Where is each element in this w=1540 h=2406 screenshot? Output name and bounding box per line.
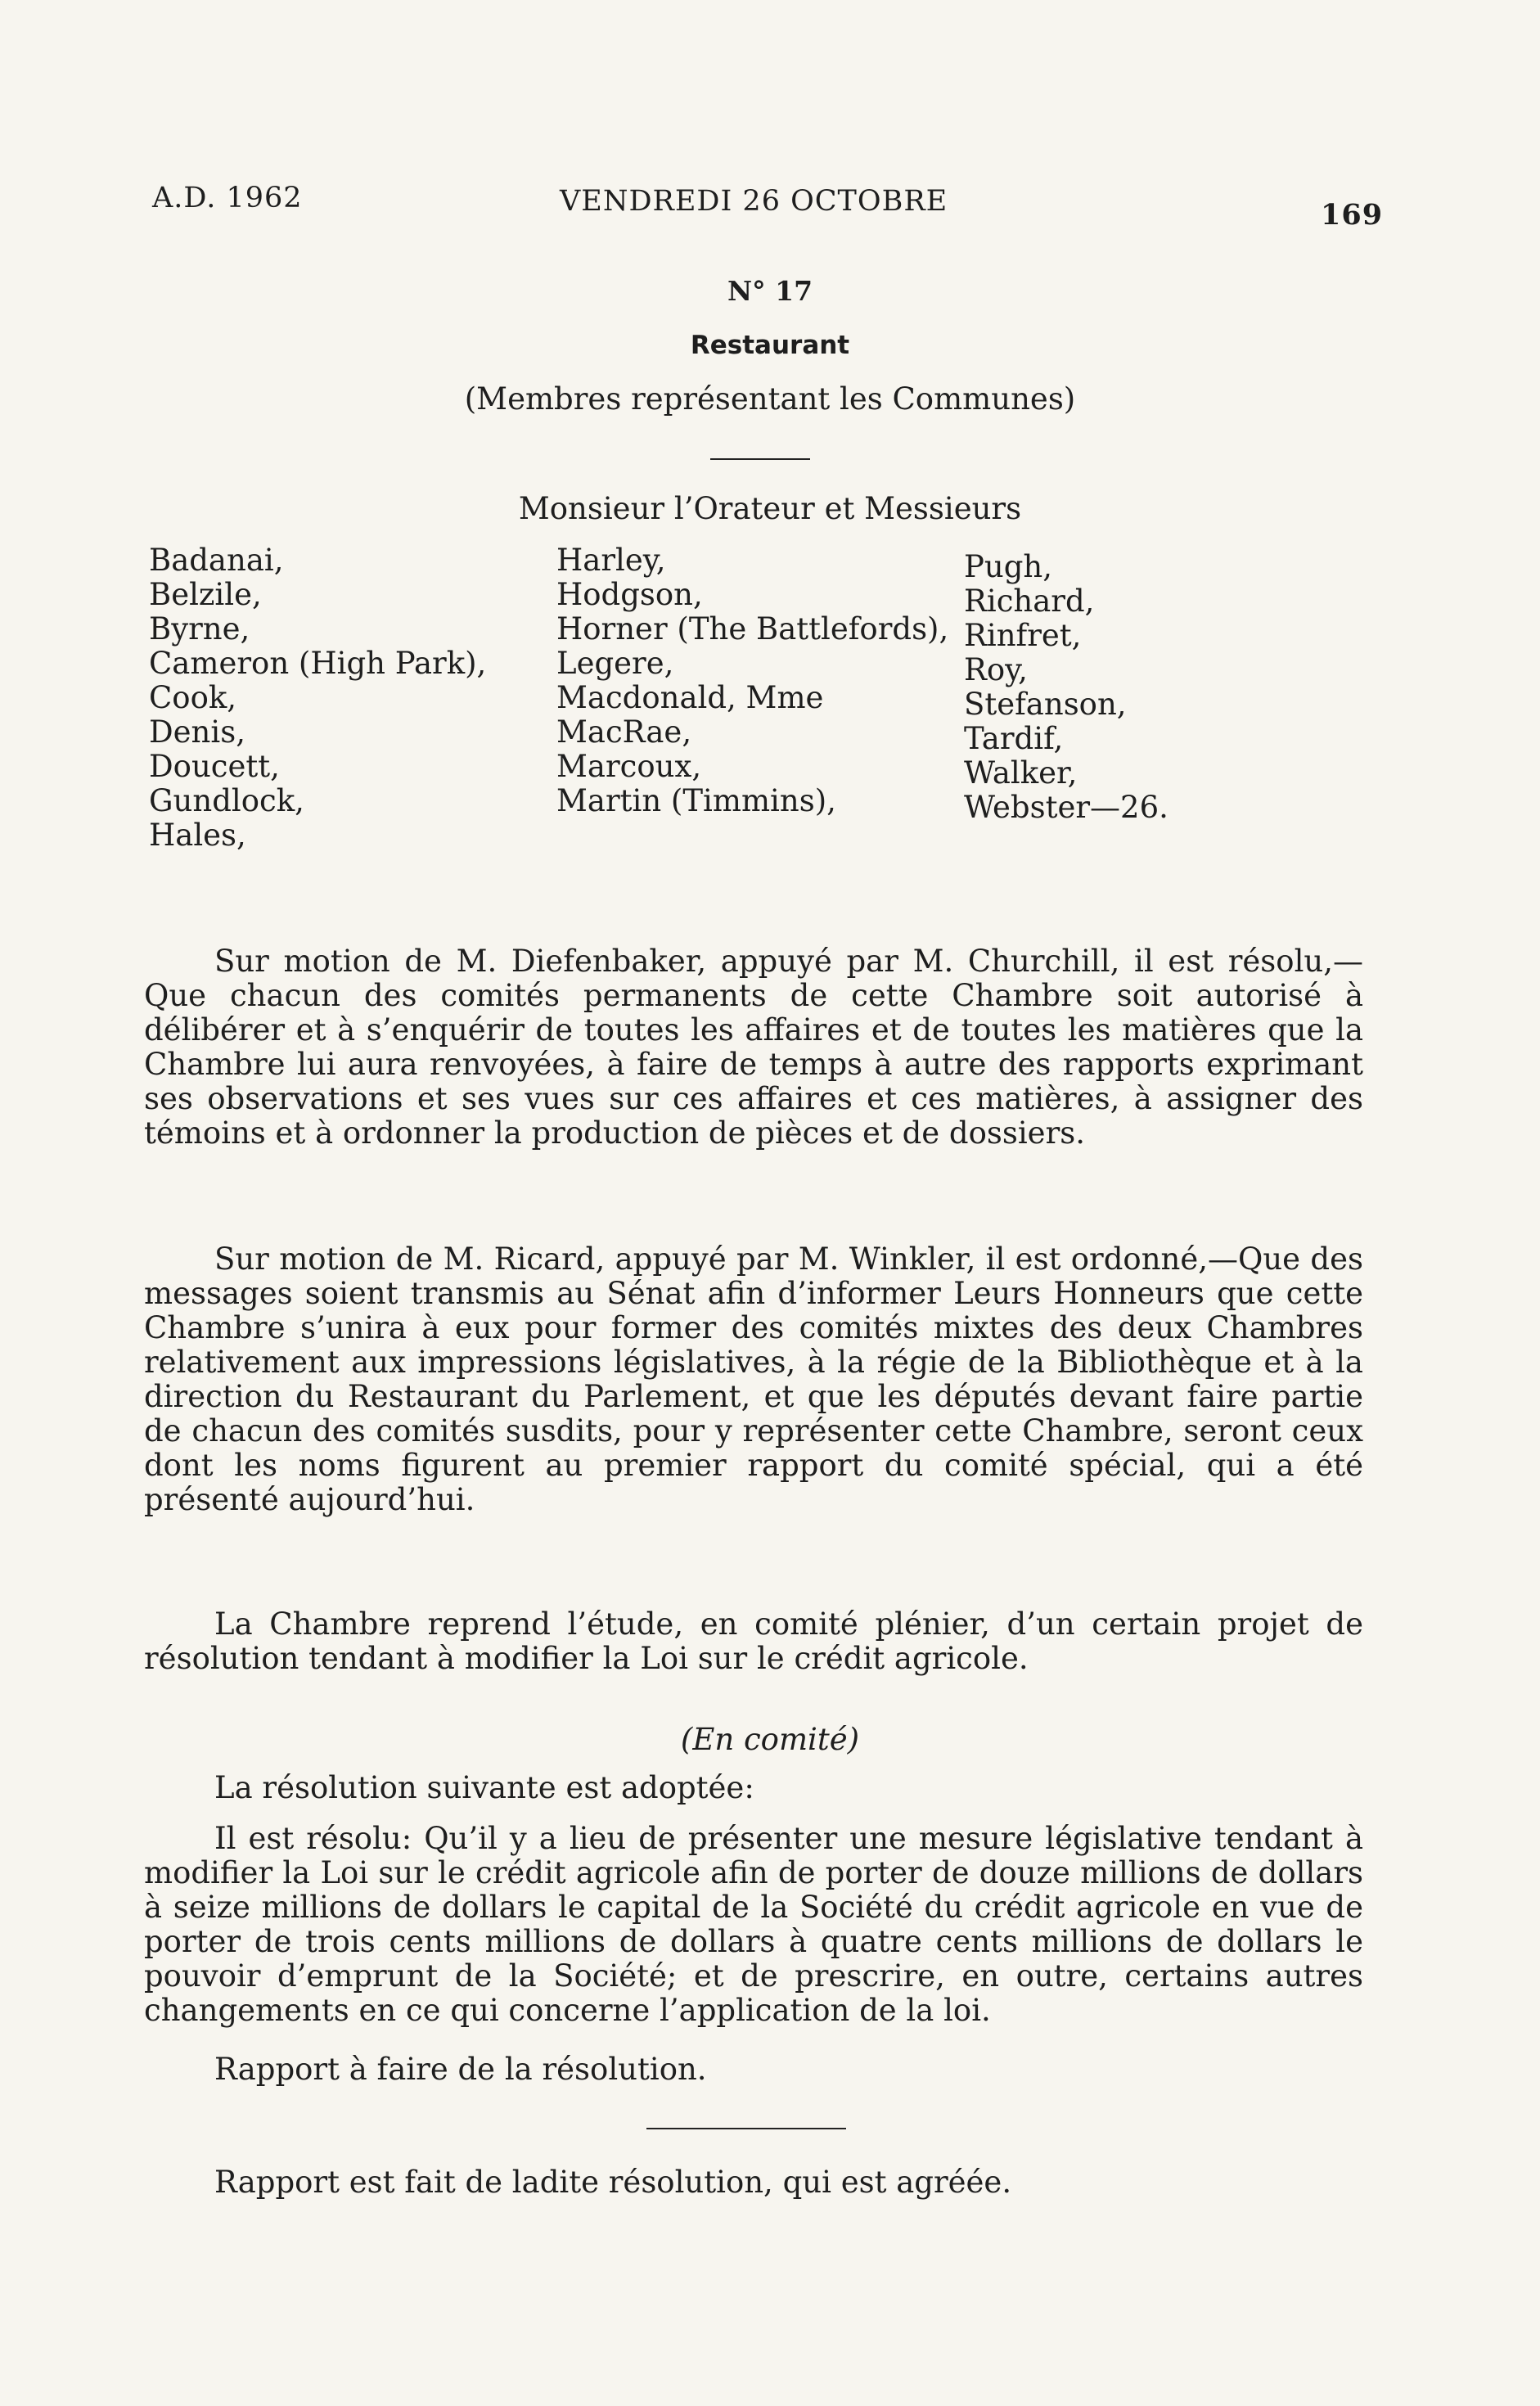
member-name: Marcoux, xyxy=(556,749,702,784)
divider xyxy=(710,458,810,460)
member-name: Horner (The Battlefords), xyxy=(556,611,949,647)
divider xyxy=(646,2128,846,2129)
member-name: Martin (Timmins), xyxy=(556,783,836,818)
member-name: Belzile, xyxy=(149,577,262,612)
study-text: La Chambre reprend l’étude, en comité plénier, d’un certain projet de résolution tendant à modifier la Loi sur le crédit agricole. xyxy=(144,1606,1363,1676)
members-column-3 xyxy=(964,550,1169,825)
member-name: Walker, xyxy=(964,755,1078,791)
committee-subtitle: (Membres représentant les Communes) xyxy=(464,381,1076,417)
member-name: Gundlock, xyxy=(149,783,304,818)
adopted-paragraph xyxy=(144,1771,1363,1805)
member-name: Cameron (High Park), xyxy=(149,646,487,681)
member-name: Doucett, xyxy=(149,749,280,784)
members-column-1 xyxy=(149,543,486,853)
adopted-text: La résolution suivante est adoptée: xyxy=(214,1770,754,1805)
member-name: MacRae, xyxy=(556,714,692,750)
member-name: Pugh, xyxy=(964,549,1053,584)
member-name: Roy, xyxy=(964,652,1028,687)
motion-text: Sur motion de M. Ricard, appuyé par M. Winkler, il est ordonné,—Que des messages soient transmis au Sénat afin d’informer Leurs Honneurs que cette Chambre s’unira à eux pour former des comités mixtes des deux Chambres relativement aux impressions législatives, à la régie de la Bibliothèque et à la direction du Restaurant du Parlement, et que les députés devant faire partie de chacun des comités susdits, pour y représenter cette Chambre, seront ceux dont les noms figurent au premier rapport du comité spécial, qui a été présenté aujourd’hui. xyxy=(144,1241,1363,1517)
member-name: Denis, xyxy=(149,714,245,750)
member-name: Legere, xyxy=(556,646,674,681)
report-paragraph xyxy=(144,2052,1363,2087)
member-name: Hales, xyxy=(149,818,246,853)
member-name: Hodgson, xyxy=(556,577,703,612)
member-name: Tardif, xyxy=(964,721,1064,756)
member-name: Macdonald, Mme xyxy=(556,680,824,715)
page-header xyxy=(0,182,1540,231)
report-made-text: Rapport est fait de ladite résolution, qui est agréée. xyxy=(214,2165,1012,2200)
motion-paragraph xyxy=(144,944,1363,1151)
motion-paragraph xyxy=(144,1242,1363,1517)
report-made-paragraph xyxy=(144,2165,1363,2200)
en-comite-heading: (En comité) xyxy=(680,1722,860,1757)
member-name: Richard, xyxy=(964,583,1095,619)
committee-intro: Monsieur l’Orateur et Messieurs xyxy=(518,491,1022,526)
header-date: VENDREDI 26 OCTOBRE xyxy=(560,185,948,218)
study-paragraph xyxy=(144,1607,1363,1676)
member-name: Webster—26. xyxy=(964,790,1169,825)
member-name: Harley, xyxy=(556,543,666,578)
motion-text: Sur motion de M. Diefenbaker, appuyé par M. Churchill, il est résolu,—Que chacun des comités permanents de cette Chambre soit autorisé à délibérer et à s’enquérir de toutes les affaires et de toutes les matières que la Chambre lui aura renvoyées, à faire de temps à autre des rapports exprimant ses observations et ses vues sur ces affaires et ces matières, à assigner des témoins et à ordonner la production de pièces et de dossiers. xyxy=(144,944,1363,1151)
report-text: Rapport à faire de la résolution. xyxy=(214,2052,707,2087)
header-year: A.D. 1962 xyxy=(152,182,303,214)
members-column-2 xyxy=(556,543,948,818)
committee-number: N° 17 xyxy=(727,275,813,307)
member-name: Rinfret, xyxy=(964,618,1082,653)
member-name: Cook, xyxy=(149,680,237,715)
member-name: Stefanson, xyxy=(964,687,1127,722)
page-number: 169 xyxy=(1321,198,1384,232)
member-name: Badanai, xyxy=(149,543,284,578)
committee-title: Restaurant xyxy=(690,331,850,360)
resolution-paragraph xyxy=(144,1822,1363,2028)
resolution-text: Il est résolu: Qu’il y a lieu de présenter une mesure législative tendant à modifier la Loi sur le crédit agricole afin de porter de douze millions de dollars à seize millions de dollars le capital de la Société du crédit agricole en vue de porter de trois cents millions de dollars à quatre cents millions de dollars le pouvoir d’emprunt de la Société; et de prescrire, en outre, certains autres changements en ce qui concerne l’application de la loi. xyxy=(144,1821,1363,2028)
member-name: Byrne, xyxy=(149,611,250,647)
